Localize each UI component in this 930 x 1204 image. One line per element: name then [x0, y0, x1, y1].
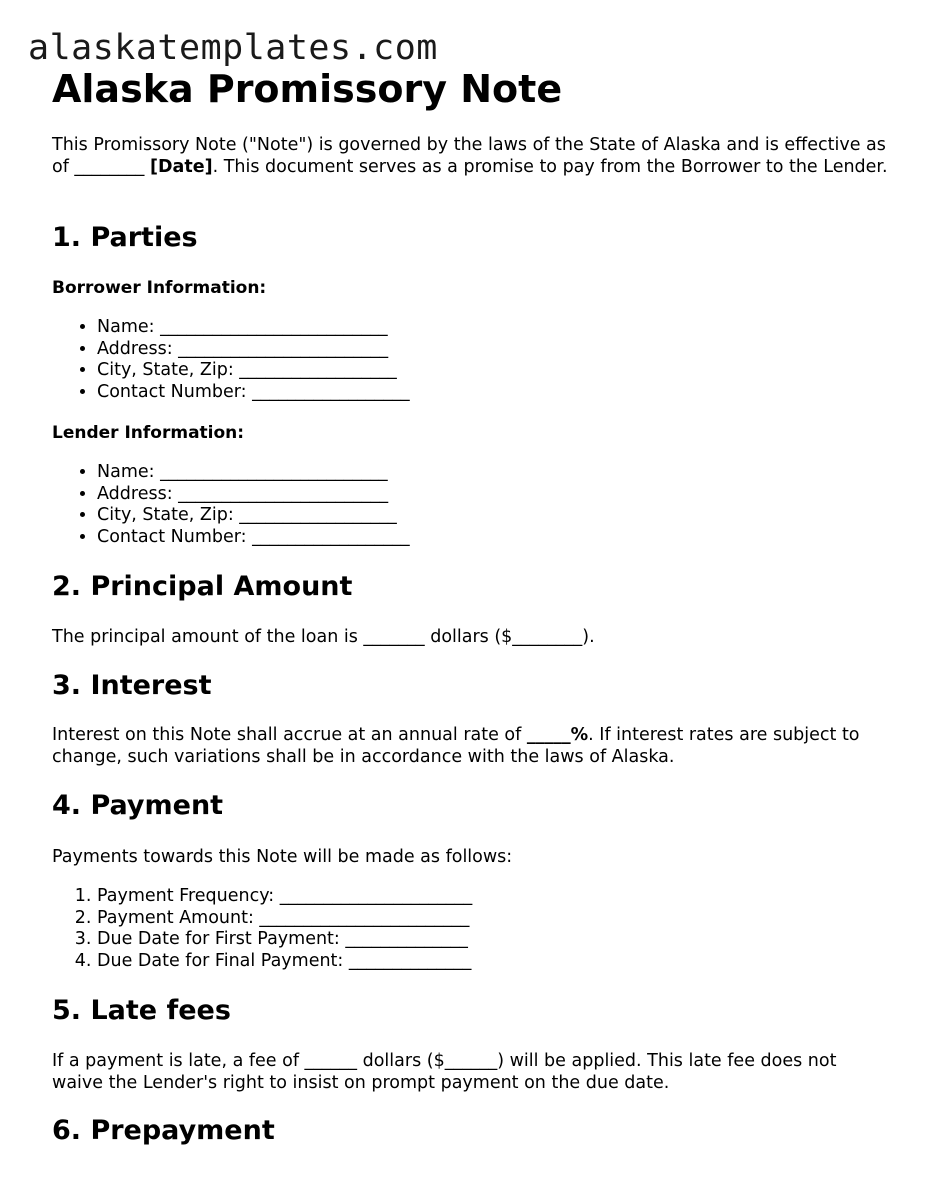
lender-contact-item: • Contact Number: __________________ — [97, 527, 930, 549]
intro-text-1: This Promissory Note ("Note") is governed by the laws of the State of Alaska and is effective as of ________ — [52, 135, 886, 177]
payment-paragraph: Payments towards this Note will be made as follows: — [52, 847, 513, 867]
section-late-fees-heading: 5. Late fees — [52, 995, 231, 1026]
intro-date-label: [Date] — [150, 157, 213, 177]
interest-text-2: . If interest rates are subject to change, such variations shall be in accordance with the laws of Alaska. — [52, 725, 860, 767]
payment-frequency-item: 1. Payment Frequency: ______________________ — [97, 886, 930, 908]
section-interest-heading: 3. Interest — [52, 670, 212, 701]
lender-info-heading: Lender Information: — [52, 423, 245, 443]
lender-city-item: • City, State, Zip: __________________ — [97, 505, 930, 527]
interest-paragraph — [52, 724, 892, 768]
section-principal-heading: 2. Principal Amount — [52, 571, 353, 602]
first-payment-date-item: 3. Due Date for First Payment: ______________ — [97, 929, 930, 951]
intro-paragraph — [52, 134, 892, 178]
borrower-contact-item: • Contact Number: __________________ — [97, 382, 930, 404]
borrower-name-item: • Name: __________________________ — [97, 317, 930, 339]
borrower-info-heading: Borrower Information: — [52, 278, 267, 298]
lender-address-item: • Address: ________________________ — [97, 484, 930, 506]
intro-text-2: . This document serves as a promise to pay from the Borrower to the Lender. — [212, 157, 888, 177]
section-prepayment-heading: 6. Prepayment — [52, 1115, 275, 1146]
final-payment-date-item: 4. Due Date for Final Payment: ______________ — [97, 951, 930, 973]
interest-text-1: Interest on this Note shall accrue at an annual rate of — [52, 725, 527, 745]
principal-paragraph: The principal amount of the loan is _______ dollars ($________). — [52, 627, 595, 647]
lender-info-list — [52, 462, 930, 549]
borrower-address-item: • Address: ________________________ — [97, 339, 930, 361]
late-fees-paragraph: If a payment is late, a fee of ______ dollars ($______) will be applied. This late fee does not waive the Lender's right to insist on prompt payment on the due date. — [52, 1051, 837, 1093]
interest-rate-blank: _____% — [526, 725, 589, 745]
borrower-info-list — [52, 317, 930, 404]
payment-terms-list — [52, 886, 930, 973]
borrower-city-item: • City, State, Zip: __________________ — [97, 360, 930, 382]
payment-amount-item: 2. Payment Amount: ________________________ — [97, 908, 930, 930]
document-title: Alaska Promissory Note — [52, 67, 563, 111]
section-payment-heading: 4. Payment — [52, 790, 224, 821]
section-parties-heading: 1. Parties — [52, 222, 198, 253]
site-watermark: alaskatemplates.com — [28, 28, 438, 68]
lender-name-item: • Name: __________________________ — [97, 462, 930, 484]
